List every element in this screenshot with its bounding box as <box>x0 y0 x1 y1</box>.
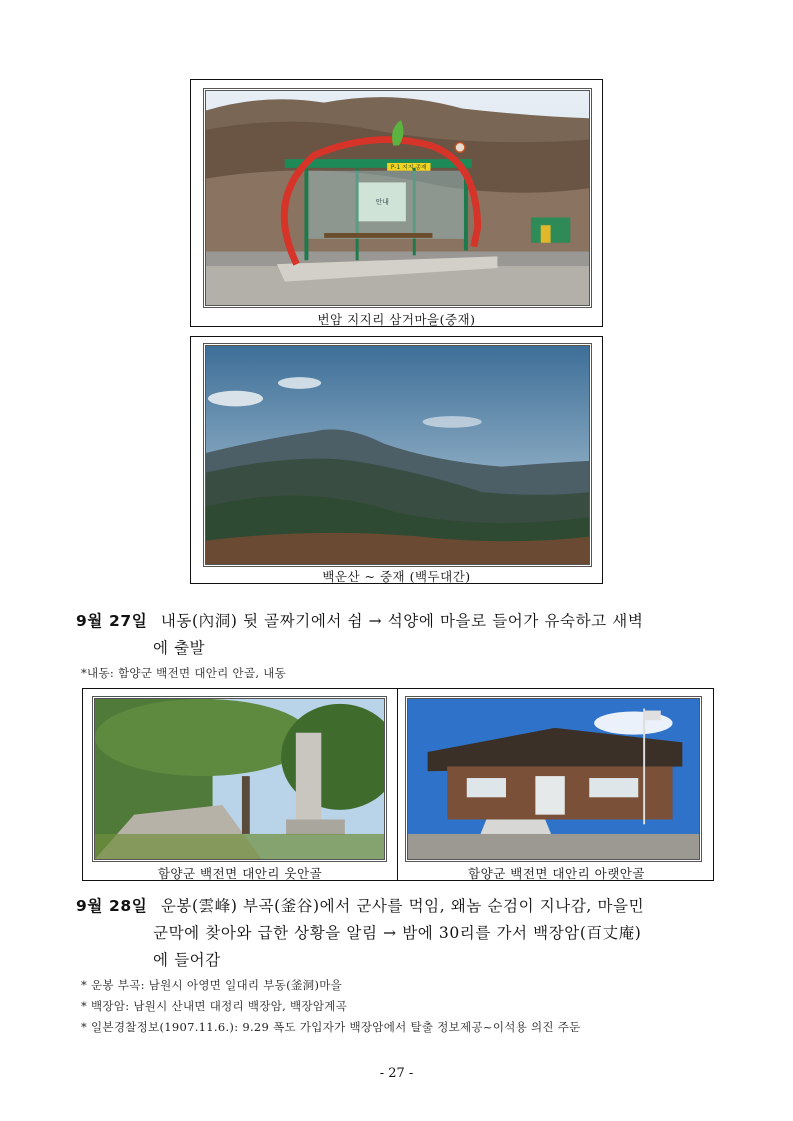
left-village-image <box>95 699 384 859</box>
left-photo <box>92 696 387 862</box>
entry-28-text-2: 군막에 찾아와 급한 상황을 알림 → 밤에 30리를 가서 백장암(百丈庵) <box>153 924 642 942</box>
bus-stop-caption: 번암 지지리 삼거마을(중재) <box>317 312 476 327</box>
pair-divider <box>397 689 398 880</box>
entry-28-date: 9월 28일 <box>76 897 148 915</box>
right-village-hall-image <box>408 699 699 859</box>
bus-stop-image <box>206 91 589 305</box>
figure-mountain <box>190 336 603 584</box>
entry-28-note-1: * 운봉 부곡: 남원시 아영면 일대리 부동(釜洞)마을 <box>81 978 343 992</box>
entry-28-text-1: 운봉(雲峰) 부곡(釜谷)에서 군사를 먹임, 왜놈 순검이 지나감, 마을민 <box>160 897 645 915</box>
bus-stop-photo <box>203 88 592 308</box>
entry-27-note-1: *내동: 함양군 백전면 대안리 안골, 내동 <box>81 666 287 680</box>
entry-28-text-3: 에 들어감 <box>153 951 221 969</box>
entry-28-note-2: * 백장암: 남원시 산내면 대정리 백장암, 백장암계곡 <box>81 999 348 1013</box>
bus-stop-notice-text: 안내 <box>375 197 389 206</box>
mountain-photo <box>203 343 592 567</box>
entry-27-line1 <box>76 609 643 631</box>
left-photo-caption: 함양군 백전면 대안리 웃안골 <box>157 866 323 881</box>
entry-28-note-3: * 일본경찰정보(1907.11.6.): 9.29 폭도 가입자가 백장암에서 탈출 정보제공~이석용 의진 주둔 <box>81 1020 581 1034</box>
right-photo <box>405 696 702 862</box>
page-number: - 27 - <box>379 1066 414 1081</box>
bus-stop-sign-text: P-1 지지 종재 <box>390 164 427 171</box>
right-photo-caption: 함양군 백전면 대안리 아랫안골 <box>468 866 645 881</box>
mountain-image <box>206 346 589 564</box>
entry-28-line1 <box>76 894 644 916</box>
figure-bus-stop <box>190 79 603 327</box>
entry-27-text-2: 에 출발 <box>153 639 206 657</box>
mountain-caption: 백운산 ~ 중재 (백두대간) <box>322 569 471 584</box>
entry-27-date: 9월 27일 <box>76 612 148 630</box>
entry-27-text-1: 내동(內洞) 뒷 골짜기에서 쉼 → 석양에 마을로 들어가 유숙하고 새벽 <box>160 612 644 630</box>
figure-pair <box>82 688 714 881</box>
